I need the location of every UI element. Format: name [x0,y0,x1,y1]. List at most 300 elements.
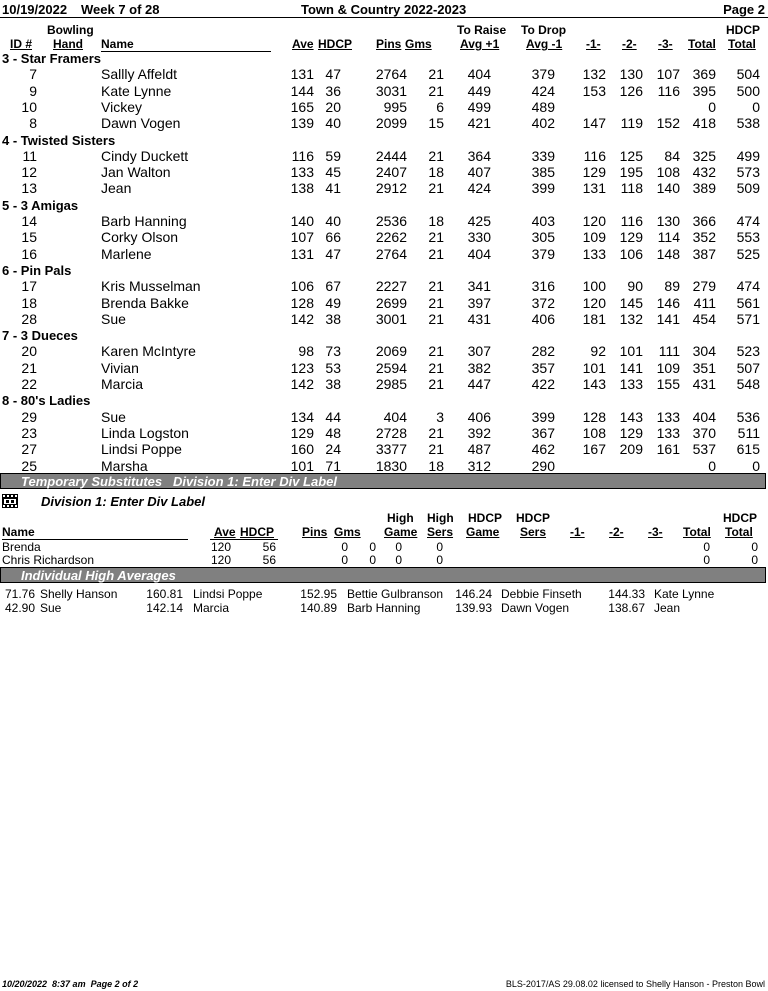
bowler-ave: 133 [290,164,314,181]
subs-bar-division: Division 1: Enter Div Label [173,474,337,489]
col-avg-minus: Avg -1 [526,37,563,51]
bowler-name: Dawn Vogen [101,115,181,132]
bowler-raise: 425 [467,213,491,229]
bowler-raise: 449 [467,82,491,99]
bowler-g2: 101 [619,343,643,360]
bowler-raise: 392 [467,424,491,441]
high-average-name: Bettie Gulbranson [347,587,444,601]
bowler-id: 18 [21,294,37,311]
bowler-g3: 161 [656,441,680,458]
bowler-drop: 372 [531,294,555,311]
high-average-value: 152.95 [300,587,337,601]
bowler-g3: 114 [657,229,680,246]
bowler-hdcp: 59 [325,147,341,164]
bowler-g2: 143 [619,408,643,425]
col-pins: Pins [376,37,402,51]
bowler-g3: 89 [664,278,680,295]
bowler-total: 0 [708,457,716,474]
bowler-g2: 209 [619,441,643,458]
bowler-drop: 424 [531,82,555,99]
bowler-name: Jean [101,180,132,197]
bowler-id: 21 [21,359,37,376]
bowler-hdcp: 24 [325,441,341,458]
bowler-pins: 995 [383,98,407,115]
bowler-ave: 116 [291,147,314,164]
bowler-raise: 424 [467,180,491,197]
substitute-ave: 120 [211,553,232,567]
subs-col-hdcp: HDCP [240,525,275,539]
bowler-pins: 3031 [375,82,407,99]
col-g1: -1- [586,37,601,51]
bowler-name: Sue [101,310,126,327]
high-average-value: 160.81 [146,587,183,601]
bowler-g1: 132 [582,66,606,83]
bowler-g3: 107 [656,66,680,83]
bowler-g3: 140 [656,180,680,197]
bowler-drop: 462 [531,441,555,458]
bowler-ave: 160 [290,441,314,458]
bowler-g2: 132 [619,310,643,327]
bowler-htotal: 615 [736,441,760,458]
bowler-hdcp: 38 [325,310,341,327]
bowler-id: 17 [21,278,37,295]
bowler-drop: 282 [531,343,555,360]
bowler-g2: 145 [619,294,643,311]
col-hdcp: HDCP [318,37,353,51]
high-average-name: Dawn Vogen [501,601,570,615]
substitute-pins: 0 [341,553,348,567]
bowler-total: 418 [692,115,716,132]
col-avg-plus: Avg +1 [460,37,500,51]
bowler-hdcp: 40 [325,115,341,132]
bowler-hdcp: 66 [325,229,341,246]
bowler-g3: 116 [657,82,680,99]
bowler-hdcp: 71 [325,457,341,474]
bowler-g2: 119 [620,115,643,132]
bowler-name: Sue [101,408,126,425]
bowler-gms: 21 [428,180,444,197]
bowler-ave: 142 [290,310,314,327]
col-hdcp-total: Total [728,37,756,51]
bowler-total: 404 [692,408,716,425]
bowler-g2: 129 [619,424,643,441]
high-average-value: 42.90 [4,601,35,615]
bowler-htotal: 474 [736,278,760,295]
bowler-total: 389 [692,180,716,197]
substitute-hg: 0 [395,540,402,554]
substitute-name: Brenda [2,540,41,554]
bowler-hdcp: 67 [325,278,341,295]
bowler-htotal: 511 [737,424,760,441]
bowler-htotal: 504 [736,66,760,83]
bowler-gms: 15 [428,115,444,132]
substitute-ave: 120 [211,540,232,554]
bowler-htotal: 500 [736,82,760,99]
high-average-name: Jean [654,601,681,615]
bowler-id: 7 [29,66,37,83]
bowler-htotal: 0 [752,98,760,115]
team-label: 8 - 80's Ladies [2,393,91,409]
bowler-g1: 120 [582,213,606,229]
bowler-drop: 379 [531,66,555,83]
col-to-drop: To Drop [521,23,567,37]
page-number: Page 2 [723,2,765,17]
bowler-htotal: 523 [736,343,760,360]
bowler-g3: 141 [656,310,680,327]
bowler-gms: 21 [428,359,444,376]
bowler-g3: 130 [656,213,680,229]
bowler-drop: 489 [531,98,555,115]
bowler-pins: 2912 [375,180,407,197]
subs-col-hdcp-game-top: HDCP [468,511,503,525]
bowler-raise: 307 [467,343,491,360]
bowler-g3: 84 [664,147,680,164]
bowler-g3: 108 [656,164,680,181]
team-label: 4 - Twisted Sisters [2,132,116,148]
bowler-drop: 379 [531,245,555,262]
bowler-htotal: 561 [736,294,760,311]
bowler-g2: 126 [619,82,643,99]
bowler-htotal: 474 [736,213,760,229]
team-label: 6 - Pin Pals [2,262,72,278]
bowler-raise: 406 [467,408,491,425]
bowler-drop: 305 [531,229,555,246]
substitute-name: Chris Richardson [2,553,95,567]
bowler-ave: 138 [290,180,314,197]
bowler-id: 16 [21,245,37,262]
subs-col-high-sers-top: High [427,511,454,525]
footer-license: BLS-2017/AS 29.08.02 licensed to Shelly Hanson - Preston Bowl [505,979,765,989]
bowler-name: Linda Logston [101,424,189,441]
bowler-g3: 146 [656,294,680,311]
subs-col-hdcp-total: Total [725,525,753,539]
bowler-drop: 402 [531,115,555,132]
col-bowling: Bowling [47,23,94,37]
subs-col-high-sers: Sers [427,525,454,539]
bowler-id: 20 [21,343,37,360]
bowler-htotal: 525 [736,245,760,262]
bowler-raise: 312 [467,457,491,474]
bowler-gms: 21 [428,245,444,262]
bowler-name: Sallly Affeldt [101,66,178,83]
bowler-name: Corky Olson [101,229,179,246]
bowler-name: Marcia [101,376,144,392]
high-average-name: Lindsi Poppe [193,587,263,601]
bowler-ave: 128 [290,294,314,311]
bowler-total: 395 [692,82,716,99]
bowler-name: Lindsi Poppe [101,441,182,458]
bowler-g1: 153 [582,82,606,99]
bowler-pins: 404 [383,408,407,425]
bowler-gms: 3 [436,408,444,425]
bowler-g2: 130 [619,66,643,83]
bowler-g3: 148 [656,245,680,262]
bowler-ave: 140 [290,213,314,229]
bowler-htotal: 0 [752,457,760,474]
bowler-ave: 123 [290,359,314,376]
bowler-drop: 403 [531,213,555,229]
bowler-raise: 382 [467,359,491,376]
bowler-g1: 133 [582,245,606,262]
bowler-gms: 21 [428,229,444,246]
bowler-total: 411 [693,294,716,311]
bowler-g2: 195 [619,164,643,181]
bowler-pins: 2099 [375,115,407,132]
team-label: 5 - 3 Amigas [2,197,79,213]
bowler-g1: 92 [590,343,606,360]
bowler-raise: 431 [467,310,491,327]
subs-col-hdcp-game: Game [466,525,500,539]
high-average-value: 144.33 [608,587,645,601]
bowler-hdcp: 40 [325,213,341,229]
bowler-pins: 2069 [375,343,407,360]
bowler-pins: 2594 [375,359,407,376]
substitute-hdcp: 56 [262,540,276,554]
bowler-hdcp: 20 [325,98,341,115]
bowler-drop: 357 [531,359,555,376]
bowler-pins: 2262 [375,229,407,246]
bowler-raise: 447 [467,376,491,392]
high-average-value: 138.67 [608,601,645,615]
bowler-g1: 120 [582,294,606,311]
bowler-ave: 165 [290,98,314,115]
bowler-htotal: 553 [736,229,760,246]
bowler-id: 14 [21,213,37,229]
bowler-raise: 404 [467,245,491,262]
bowler-total: 537 [692,441,716,458]
bowler-g3: 155 [656,376,680,392]
bowler-gms: 18 [428,213,444,229]
substitute-pins: 0 [341,540,348,554]
bowler-pins: 2227 [375,278,407,295]
bowler-hdcp: 48 [325,424,341,441]
bowler-ave: 107 [290,229,314,246]
bowler-htotal: 571 [736,310,760,327]
subs-col-pins: Pins [302,525,328,539]
subs-col-total: Total [683,525,711,539]
bowler-raise: 397 [467,294,491,311]
bowler-g2: 141 [619,359,643,376]
bowler-pins: 3377 [375,441,407,458]
division-label: Division 1: Enter Div Label [41,494,205,509]
subs-col-hdcp-sers-top: HDCP [516,511,551,525]
bowler-htotal: 536 [736,408,760,425]
bowler-drop: 339 [531,147,555,164]
bowler-g1: 128 [582,408,606,425]
bowler-hdcp: 45 [325,164,341,181]
bowler-name: Vickey [101,98,142,115]
col-hdcp-total-top: HDCP [726,23,761,37]
bowler-raise: 421 [467,115,491,132]
bowler-id: 29 [21,408,37,425]
substitute-htotal: 0 [751,553,758,567]
bowler-g3: 111 [658,343,680,360]
bowler-name: Kris Musselman [101,278,201,295]
high-averages-title: Individual High Averages [21,568,176,583]
subs-col-g1: -1- [570,525,585,539]
high-average-name: Barb Hanning [347,601,421,615]
bowler-name: Barb Hanning [101,213,187,229]
bowler-id: 11 [22,147,37,164]
bowler-name: Marsha [101,457,148,474]
bowler-total: 432 [692,164,716,181]
bowler-g2: 116 [620,213,643,229]
bowler-drop: 290 [531,457,555,474]
bowler-g1: 143 [582,376,606,392]
col-g2: -2- [622,37,637,51]
bowler-gms: 21 [428,82,444,99]
col-gms: Gms [405,37,432,51]
bowler-drop: 422 [531,376,555,392]
bowler-id: 8 [29,115,37,132]
bowler-drop: 385 [531,164,555,181]
bowler-name: Cindy Duckett [101,147,189,164]
bowler-total: 454 [692,310,716,327]
bowler-pins: 3001 [375,310,407,327]
bowler-ave: 131 [290,245,314,262]
subs-col-g3: -3- [648,525,663,539]
col-g3: -3- [658,37,673,51]
bowler-total: 0 [708,98,716,115]
bowler-hdcp: 73 [325,343,341,360]
subs-col-ave: Ave [214,525,236,539]
substitute-gms: 0 [369,540,376,554]
bowler-raise: 404 [467,66,491,83]
bowler-ave: 106 [290,278,314,295]
bowler-total: 366 [692,213,716,229]
bowler-g2: 90 [627,278,643,295]
bowler-g1: 109 [582,229,606,246]
bowler-htotal: 499 [736,147,760,164]
bowler-gms: 21 [428,310,444,327]
substitute-total: 0 [703,540,710,554]
bowler-pins: 2764 [375,245,407,262]
subs-section-bar [0,473,766,489]
team-label: 7 - 3 Dueces [2,328,78,344]
report-title: Town & Country 2022-2023 [301,2,467,17]
team-label: 3 - Star Framers [2,51,101,66]
bowler-total: 279 [692,278,716,295]
col-total: Total [688,37,716,51]
bowler-hdcp: 44 [325,408,341,425]
subs-col-high-game-top: High [387,511,414,525]
bowler-gms: 6 [436,98,444,115]
high-average-value: 139.93 [455,601,492,615]
bowler-id: 28 [21,310,37,327]
bowler-pins: 2444 [375,147,407,164]
high-average-name: Debbie Finseth [501,587,582,601]
bowler-drop: 406 [531,310,555,327]
bowler-id: 10 [21,98,37,115]
bowler-ave: 139 [290,115,314,132]
bowler-pins: 1830 [375,457,407,474]
bowler-htotal: 507 [736,359,760,376]
bowler-pins: 2764 [375,66,407,83]
bowler-total: 387 [692,245,716,262]
bowler-g2: 118 [620,180,643,197]
bowler-htotal: 573 [736,164,760,181]
bowler-id: 12 [21,164,37,181]
bowler-drop: 399 [531,408,555,425]
bowler-hdcp: 36 [325,82,341,99]
subs-col-hdcp-sers: Sers [520,525,547,539]
subs-rule [210,539,278,540]
bowler-ave: 98 [298,343,314,360]
subs-col-name: Name [2,526,188,540]
bowler-gms: 21 [428,66,444,83]
bowler-g1: 147 [582,115,606,132]
bowler-hdcp: 38 [325,376,341,392]
bowler-g1: 100 [582,278,606,295]
bowler-pins: 2407 [375,164,407,181]
bowler-id: 22 [21,376,37,392]
bowler-hdcp: 53 [325,359,341,376]
bowler-id: 25 [21,457,37,474]
bowler-ave: 131 [290,66,314,83]
subs-col-hdcp-total-top: HDCP [723,511,758,525]
bowler-g3: 133 [656,424,680,441]
bowler-gms: 21 [428,147,444,164]
bowler-ave: 101 [290,457,314,474]
bowler-g2: 125 [619,147,643,164]
bowler-raise: 364 [467,147,491,164]
report-week: Week 7 of 28 [81,2,160,17]
bowler-total: 370 [692,424,716,441]
bowler-g2: 129 [619,229,643,246]
bowler-total: 369 [692,66,716,83]
bowler-g1: 181 [582,310,606,327]
bowler-raise: 330 [467,229,491,246]
bowler-id: 27 [21,441,37,458]
bowler-name: Marlene [101,245,152,262]
bowler-total: 352 [692,229,716,246]
bowler-g3: 133 [656,408,680,425]
col-name: Name [101,38,271,52]
bowler-drop: 367 [531,424,555,441]
col-hand: Hand [53,37,83,51]
subs-col-high-game: Game [384,525,418,539]
bowler-name: Kate Lynne [101,82,172,99]
bowler-htotal: 509 [736,180,760,197]
report-date: 10/19/2022 [2,2,68,17]
bowler-total: 325 [692,147,716,164]
high-average-name: Kate Lynne [654,587,715,601]
bowler-g2: 106 [619,245,643,262]
col-ave: Ave [292,37,314,51]
substitute-htotal: 0 [751,540,758,554]
bowler-g1: 108 [582,424,606,441]
bowler-g3: 152 [656,115,680,132]
bowler-ave: 134 [290,408,314,425]
footer-timestamp: 10/20/2022 8:37 am Page 2 of 2 [2,979,139,989]
bowler-hdcp: 47 [325,66,341,83]
bowler-id: 9 [29,82,37,99]
bowler-pins: 2985 [375,376,407,392]
subs-bar-title: Temporary Substitutes [21,474,163,489]
bowler-name: Karen McIntyre [101,343,196,360]
bowler-drop: 399 [531,180,555,197]
bowler-hdcp: 47 [325,245,341,262]
subs-col-g2: -2- [609,525,624,539]
subs-col-gms: Gms [334,525,361,539]
bowler-g1: 131 [582,180,606,197]
bowler-pins: 2699 [375,294,407,311]
bowler-name: Vivian [101,359,139,376]
bowler-id: 23 [21,424,37,441]
film-icon [2,494,18,508]
high-average-name: Sue [40,601,62,615]
bowler-gms: 21 [428,441,444,458]
